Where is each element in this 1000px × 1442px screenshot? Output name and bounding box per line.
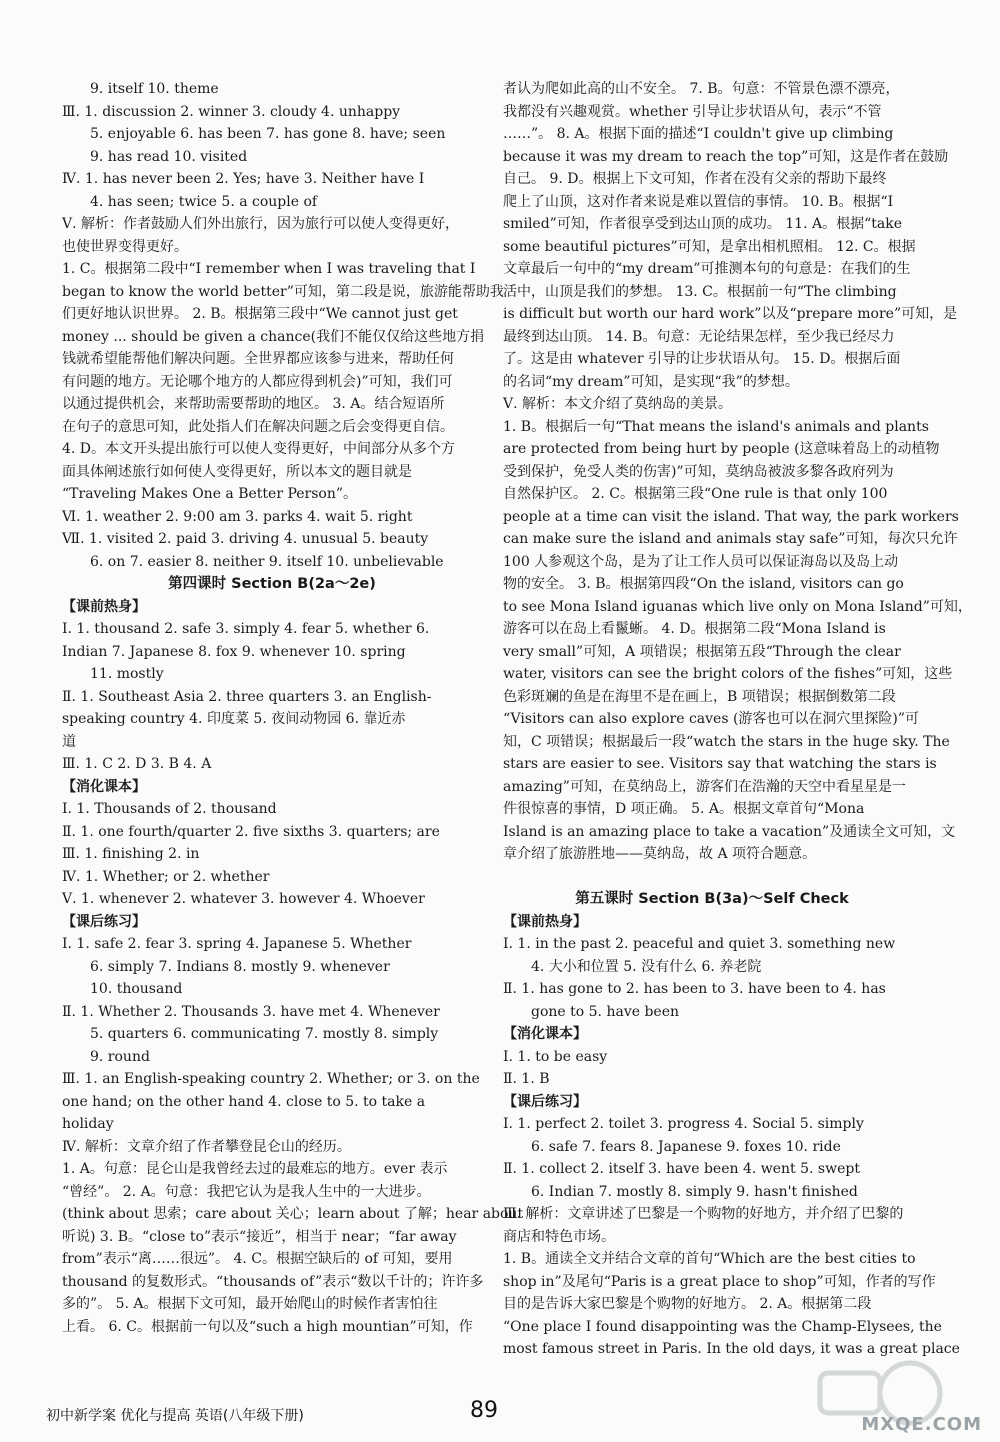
text-line: 目的是告诉大家巴黎是个购物的好地方。 2. A。根据第二段 [503,1296,872,1312]
text-line: money ... should be given a chance(我们不能仅仅给这些地方捐 [62,328,485,345]
text-line: 听说) 3. B。“close to”表示“接近”，相当于 near；“far away [62,1228,457,1245]
text-line: 在句子的意思可知，此处指人们在解决问题之后会变得更自信。 [62,418,454,435]
watermark-text: MXQE.COM [861,1414,982,1435]
text-line: 道 [62,733,76,750]
text-line: amazing”可知，在莫纳岛上，游客们在浩瀚的天空中看星星是一 [503,778,906,795]
section-label: 【消化课本】 [62,778,146,795]
text-line: thousand 的复数形式。“thousands of”表示“数以千计的；许许多 [62,1273,484,1290]
text-line: 9. round [90,1048,150,1065]
text-line: 9. itself 10. theme [90,81,219,97]
text-line: water, visitors can see the bright colors of the fishes”可知，这些 [503,666,953,682]
text-line: 们更好地认识世界。 2. B。根据第三段中“We cannot just get [62,306,458,322]
text-line: smiled”可知，作者很享受到达山顶的成功。 11. A。根据“take [503,216,902,232]
text-line: Ⅲ. 1. an English-speaking country 2. Whether; or 3. on the [62,1071,480,1087]
text-line: Ⅴ. 解析：本文介绍了莫纳岛的美景。 [503,396,733,412]
text-line: Ⅳ. 1. Whether; or 2. whether [62,868,270,885]
section-label: 【课前热身】 [62,598,146,615]
text-line: 商店和特色市场。 [503,1228,615,1245]
text-line: Island is an amazing place to take a vacation”及通读全文可知，文 [503,823,956,840]
text-line: Ⅰ. 1. in the past 2. peaceful and quiet 3. something new [503,936,896,952]
text-line: shop in”及尾句“Paris is a great place to shop”可知，作者的写作 [503,1273,936,1290]
text-line: to see Mona Island iguanas which live only on Mona Island”可知， [503,598,972,615]
text-line: 4. has seen; twice 5. a couple of [90,193,318,210]
section-label: 【消化课本】 [503,1026,587,1042]
text-line: “Traveling Makes One a Better Person”。 [62,486,358,502]
text-line: began to know the world better”可知，第二段是说，旅游能帮助我 [62,283,504,300]
section-label: 【课后练习】 [503,1093,587,1110]
text-line: 游客可以在岛上看鬣蜥。 4. D。根据第二段“Mona Island is [503,621,886,637]
text-line: Ⅰ. 1. perfect 2. toilet 3. progress 4. Social 5. simply [503,1116,864,1132]
text-line: 的名词“my dream”可知，是实现“我”的梦想。 [503,373,799,390]
text-line: (think about 思索；care about 关心；learn about 了解；hear about [62,1206,524,1222]
text-line: 自然保护区。 2. C。根据第三段“One rule is that only 100 [503,486,888,502]
text-line: 1. B。通读全文并结合文章的首句“Which are the best cities to [503,1251,916,1267]
text-line: one hand; on the other hand 4. close to 5. to take a [62,1093,426,1110]
text-line [503,866,921,889]
text-line: 6. simply 7. Indians 8. mostly 9. whenever [90,958,390,975]
text-line: Ⅴ. 解析：作者鼓励人们外出旅行，因为旅行可以使人变得更好， [62,216,460,232]
text-line: 色彩斑斓的鱼是在海里不是在画上，B 项错误；根据倒数第二段 [503,688,896,705]
text-line: 也使世界变得更好。 [62,238,188,255]
section-heading: 第五课时 Section B(3a)～Self Check [575,891,849,907]
text-line: most famous street in Paris. In the old days, it was a great place [503,1341,960,1357]
text-line: is difficult but worth our hard work”以及“prepare more”可知，是 [503,306,958,322]
text-line: Ⅰ. 1. safe 2. fear 3. spring 4. Japanese 5. Whether [62,936,412,952]
text-line: 11. mostly [90,666,164,682]
text-line: some beautiful pictures”可知，是拿出相机照相。 12. C。根据 [503,238,916,255]
text-line: 有问题的地方。无论哪个地方的人都应得到机会)”可知，我们可 [62,373,453,390]
text-line: holiday [62,1116,114,1132]
text-line: 自己。 9. D。根据上下文可知，作者在没有父亲的帮助下最终 [503,171,887,187]
text-line: Ⅲ. 1. discussion 2. winner 3. cloudy 4. unhappy [62,103,401,120]
text-line: 5. enjoyable 6. has been 7. has gone 8. have; seen [90,126,446,142]
text-line: people at a time can visit the island. That way, the park workers [503,508,959,525]
text-line: 6. on 7. easier 8. neither 9. itself 10. unbelievable [90,553,444,570]
text-line: “曾经”。 2. A。句意：我把它认为是我人生中的一大进步。 [62,1183,431,1200]
text-line: Ⅲ. 1. finishing 2. in [62,846,200,862]
text-line: 1. B。根据后一句“That means the island's animals and plants [503,418,929,435]
text-line: Ⅶ. 1. visited 2. paid 3. driving 4. unusual 5. beauty [62,531,429,547]
section-label: 【课前热身】 [503,913,587,930]
text-line: Ⅱ. 1. B [503,1071,550,1087]
text-line: Indian 7. Japanese 8. fox 9. whenever 10. spring [62,643,406,660]
text-line: 最终到达山顶。 14. B。句意：无论结果怎样，至少我已经尽力 [503,328,895,345]
text-line: 我都没有兴趣观赏。whether 引导让步状语从句，表示“不管 [503,103,882,120]
text-line: from”表示“离……很远”。 4. C。根据空缺后的 of 可知，要用 [62,1251,453,1267]
text-line: Ⅱ. 1. collect 2. itself 3. have been 4. went 5. swept [503,1161,860,1177]
text-line: Ⅰ. 1. thousand 2. safe 3. simply 4. fear 5. whether 6. [62,621,430,637]
text-line: can make sure the island and animals stay safe”可知，每次只允许 [503,531,958,547]
text-line: 受到保护，免受人类的伤害)”可知，莫纳岛被波多黎各政府列为 [503,463,894,480]
text-line: 10. thousand [90,981,183,997]
text-line: 面具体阐述旅行如何使人变得更好，所以本文的题目就是 [62,463,412,480]
text-line: 6. safe 7. fears 8. Japanese 9. foxes 10. ride [531,1138,841,1155]
text-line: 了。这是由 whatever 引导的让步状语从句。 15. D。根据后面 [503,351,901,367]
section-heading: 第四课时 Section B(2a～2e) [168,576,376,592]
text-line: Ⅰ. 1. Thousands of 2. thousand [62,801,277,817]
page-number: 89 [470,1398,498,1423]
text-line: 钱就希望能帮他们解决问题。全世界都应该参与进来，帮助任何 [62,351,454,367]
text-line: 者认为爬如此高的山不安全。 7. B。句意：不管景色漂不漂亮， [503,81,900,97]
text-line: 1. A。句意：昆仑山是我曾经去过的最难忘的地方。ever 表示 [62,1161,448,1177]
text-line: Ⅲ. 解析：文章讲述了巴黎是一个购物的好地方，并介绍了巴黎的 [503,1206,904,1222]
text-line: Ⅱ. 1. Southeast Asia 2. three quarters 3. an English- [62,688,432,705]
text-line: gone to 5. have been [531,1003,680,1020]
text-line: 9. has read 10. visited [90,148,248,165]
section-label: 【课后练习】 [62,913,146,930]
text-line: 件很惊喜的事情，D 项正确。 5. A。根据文章首句“Mona [503,801,865,817]
text-line: 物的安全。 3. B。根据第四段“On the island, visitors can go [503,576,904,592]
text-line: are protected from being hurt by people (这意味着岛上的动植物 [503,441,940,457]
text-line: Ⅲ. 1. C 2. D 3. B 4. A [62,756,212,772]
text-line: 6. Indian 7. mostly 8. simply 9. hasn't finished [531,1183,858,1200]
text-line: Ⅳ. 解析：文章介绍了作者攀登昆仑山的经历。 [62,1138,351,1155]
text-line: 多的”。 5. A。根据下文可知，最开始爬山的时候作者害怕往 [62,1296,438,1312]
text-line: Ⅴ. 1. whenever 2. whatever 3. however 4. Whoever [62,891,425,907]
text-line: 爬上了山顶，这对作者来说是难以置信的事情。 10. B。根据“I [503,193,894,210]
text-line: 100 人参观这个岛，是为了让工作人员可以保证海岛以及岛上动 [503,553,899,570]
text-line: 活中，山顶是我们的梦想。 13. C。根据前一句“The climbing [503,283,897,300]
text-line: very small”可知，A 项错误；根据第五段“Through the clear [503,643,901,660]
text-line: Ⅱ. 1. one fourth/quarter 2. five sixths 3. quarters; are [62,823,440,840]
right-column [503,78,972,1361]
text-line: “Visitors can also explore caves (游客也可以在洞穴里探险)”可 [503,711,920,727]
text-line: Ⅱ. 1. has gone to 2. has been to 3. have been to 4. has [503,981,886,997]
text-line: Ⅰ. 1. to be easy [503,1048,608,1065]
text-line: 文章最后一句中的“my dream”可推测本句的句意是：在我们的生 [503,261,911,277]
text-line: Ⅵ. 1. weather 2. 9:00 am 3. parks 4. wait 5. right [62,508,413,525]
book-title: 初中新学案 优化与提高 英语(八年级下册) [46,1408,304,1424]
text-line: Ⅳ. 1. has never been 2. Yes; have 3. Neither have I [62,171,425,187]
text-line: because it was my dream to reach the top”可知，这是作者在鼓励 [503,148,949,165]
text-line: stars are easier to see. Visitors say that watching the stars is [503,756,937,772]
text-line: 章介绍了旅游胜地——莫纳岛，故 A 项符合题意。 [503,846,817,862]
left-column [62,78,524,1338]
text-line: Ⅱ. 1. Whether 2. Thousands 3. have met 4. Whenever [62,1003,440,1020]
text-line: 上看。 6. C。根据前一句以及“such a high mountian”可知，作 [62,1318,473,1335]
text-line: 4. 大小和位置 5. 没有什么 6. 养老院 [531,958,762,975]
text-line: 以通过提供机会，来帮助需要帮助的地区。 3. A。结合短语所 [62,396,445,412]
text-line: ……”。 8. A。根据下面的描述“I couldn't give up climbing [503,126,894,142]
text-line: “One place I found disappointing was the Champ-Elysees, the [503,1318,942,1335]
text-line: 5. quarters 6. communicating 7. mostly 8. simply [90,1026,439,1042]
text-line: 4. D。本文开头提出旅行可以使人变得更好，中间部分从多个方 [62,441,456,457]
text-line: 知，C 项错误；根据最后一段“watch the stars in the huge sky. The [503,733,950,750]
text-line: speaking country 4. 印度菜 5. 夜间动物园 6. 靠近赤 [62,711,406,727]
text-line: 1. C。根据第二段中“I remember when I was traveling that I [62,261,476,277]
